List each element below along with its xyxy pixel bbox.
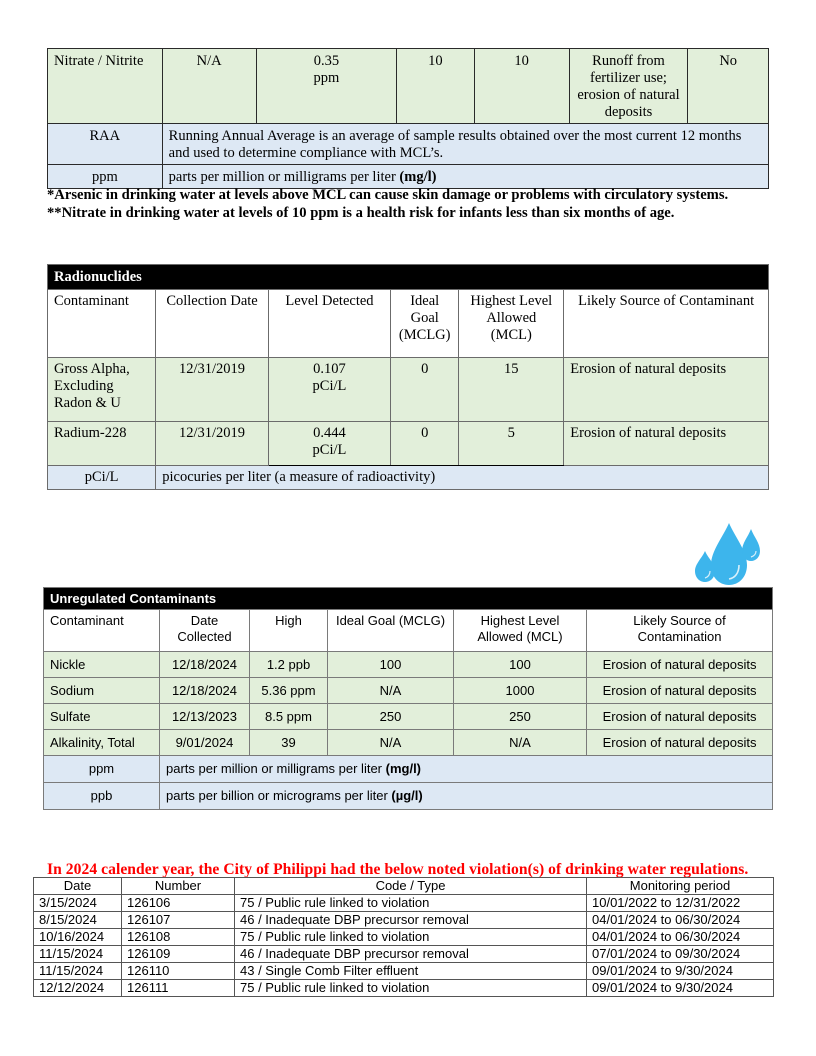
column-header: Highest Level Allowed (MCL) xyxy=(454,610,587,652)
period-cell: 04/01/2024 to 06/30/2024 xyxy=(587,912,774,929)
source-cell: Erosion of natural deposits xyxy=(564,358,769,422)
mcl-cell: 10 xyxy=(474,49,569,124)
mclg-cell: 100 xyxy=(328,652,454,678)
date-cell: 3/15/2024 xyxy=(34,895,122,912)
column-header: Likely Source of Contaminant xyxy=(564,290,769,358)
period-cell: 09/01/2024 to 9/30/2024 xyxy=(587,963,774,980)
number-cell: 126111 xyxy=(122,980,235,997)
contaminant-cell: Nitrate / Nitrite xyxy=(48,49,163,124)
code-cell: 75 / Public rule linked to violation xyxy=(235,980,587,997)
column-header: Ideal Goal (MCLG) xyxy=(391,290,459,358)
column-header: Level Detected xyxy=(268,290,390,358)
column-header: Number xyxy=(122,878,235,895)
column-header: Code / Type xyxy=(235,878,587,895)
table-row xyxy=(44,678,773,704)
column-header: Ideal Goal (MCLG) xyxy=(328,610,454,652)
mcl-cell: N/A xyxy=(454,730,587,756)
code-cell: 75 / Public rule linked to violation xyxy=(235,929,587,946)
contaminant-cell: Sodium xyxy=(44,678,160,704)
date-cell: 12/12/2024 xyxy=(34,980,122,997)
number-cell: 126108 xyxy=(122,929,235,946)
definition-row xyxy=(44,756,773,783)
number-cell: 126109 xyxy=(122,946,235,963)
date-cell: 11/15/2024 xyxy=(34,963,122,980)
mclg-cell: N/A xyxy=(328,678,454,704)
contaminant-cell: Gross Alpha, Excluding Radon & U xyxy=(48,358,156,422)
unregulated-contaminants-table xyxy=(43,587,773,810)
violations-title: In 2024 calender year, the City of Philippi had the below noted violation(s) of drinking water regulations. xyxy=(47,861,749,878)
date-cell: 12/13/2023 xyxy=(160,704,250,730)
date-cell: 8/15/2024 xyxy=(34,912,122,929)
header-row xyxy=(34,878,774,895)
table-row xyxy=(48,422,769,466)
contaminant-cell: Radium-228 xyxy=(48,422,156,466)
mclg-cell: 0 xyxy=(391,422,459,466)
table-row xyxy=(34,980,774,997)
definition-text: parts per million or milligrams per liter (mg/l) xyxy=(162,165,768,189)
mcl-cell: 15 xyxy=(459,358,564,422)
column-header: Contaminant xyxy=(44,610,160,652)
table-title-row xyxy=(44,588,773,610)
mcl-cell: 100 xyxy=(454,652,587,678)
mclg-cell: 250 xyxy=(328,704,454,730)
source-cell: Erosion of natural deposits xyxy=(564,422,769,466)
table-title: Radionuclides xyxy=(48,265,769,290)
water-drops-icon xyxy=(693,521,773,587)
contaminant-cell: Nickle xyxy=(44,652,160,678)
source-cell: Erosion of natural deposits xyxy=(587,678,773,704)
arsenic-note: *Arsenic in drinking water at levels above MCL can cause skin damage or problems with circulatory systems. xyxy=(47,187,729,203)
table-row xyxy=(44,704,773,730)
code-cell: 46 / Inadequate DBP precursor removal xyxy=(235,912,587,929)
code-cell: 46 / Inadequate DBP precursor removal xyxy=(235,946,587,963)
column-header: Highest Level Allowed (MCL) xyxy=(459,290,564,358)
table-row xyxy=(34,895,774,912)
period-cell: 07/01/2024 to 09/30/2024 xyxy=(587,946,774,963)
period-cell: 04/01/2024 to 06/30/2024 xyxy=(587,929,774,946)
mclg-cell: N/A xyxy=(328,730,454,756)
definition-term: ppm xyxy=(48,165,163,189)
violation-cell: No xyxy=(688,49,769,124)
likely-source-cell: Runoff from fertilizer use; erosion of natural deposits xyxy=(569,49,688,124)
column-header: Date xyxy=(34,878,122,895)
contaminant-cell: Sulfate xyxy=(44,704,160,730)
date-cell: 10/16/2024 xyxy=(34,929,122,946)
mclg-cell: 0 xyxy=(391,358,459,422)
date-cell: 11/15/2024 xyxy=(34,946,122,963)
date-cell: 12/31/2019 xyxy=(156,422,269,466)
high-cell: 1.2 ppb xyxy=(250,652,328,678)
definition-row xyxy=(44,783,773,810)
high-cell: 8.5 ppm xyxy=(250,704,328,730)
number-cell: 126106 xyxy=(122,895,235,912)
definition-term: RAA xyxy=(48,124,163,165)
definition-row xyxy=(48,466,769,490)
header-row xyxy=(48,290,769,358)
column-header: Likely Source of Contamination xyxy=(587,610,773,652)
table-row xyxy=(44,730,773,756)
mclg-cell: 10 xyxy=(397,49,474,124)
date-cell: 9/01/2024 xyxy=(160,730,250,756)
collection-date-cell: N/A xyxy=(162,49,256,124)
header-row xyxy=(44,610,773,652)
period-cell: 10/01/2022 to 12/31/2022 xyxy=(587,895,774,912)
column-header: Monitoring period xyxy=(587,878,774,895)
period-cell: 09/01/2024 to 9/30/2024 xyxy=(587,980,774,997)
source-cell: Erosion of natural deposits xyxy=(587,704,773,730)
nitrate-table xyxy=(47,48,769,189)
mcl-cell: 1000 xyxy=(454,678,587,704)
table-row xyxy=(44,652,773,678)
table-row xyxy=(48,49,769,124)
definition-text: Running Annual Average is an average of sample results obtained over the most current 12 months and used to determine compliance with MCL’s. xyxy=(162,124,768,165)
high-cell: 39 xyxy=(250,730,328,756)
source-cell: Erosion of natural deposits xyxy=(587,652,773,678)
table-row xyxy=(34,912,774,929)
date-cell: 12/18/2024 xyxy=(160,678,250,704)
code-cell: 43 / Single Comb Filter effluent xyxy=(235,963,587,980)
column-header: Contaminant xyxy=(48,290,156,358)
definition-text: parts per billion or micrograms per liter (µg/l) xyxy=(160,783,773,810)
date-cell: 12/31/2019 xyxy=(156,358,269,422)
definition-term: pCi/L xyxy=(48,466,156,490)
mcl-cell: 5 xyxy=(459,422,564,466)
table-row xyxy=(34,963,774,980)
definition-row xyxy=(48,165,769,189)
column-header: High xyxy=(250,610,328,652)
definition-text: picocuries per liter (a measure of radioactivity) xyxy=(156,466,769,490)
table-row xyxy=(48,358,769,422)
definition-term: ppb xyxy=(44,783,160,810)
definition-term: ppm xyxy=(44,756,160,783)
source-cell: Erosion of natural deposits xyxy=(587,730,773,756)
number-cell: 126107 xyxy=(122,912,235,929)
table-title-row xyxy=(48,265,769,290)
level-cell: 0.444 pCi/L xyxy=(268,422,390,466)
nitrate-note: **Nitrate in drinking water at levels of 10 ppm is a health risk for infants less than six months of age. xyxy=(47,205,675,221)
column-header: Date Collected xyxy=(160,610,250,652)
definition-row xyxy=(48,124,769,165)
table-row xyxy=(34,946,774,963)
radionuclides-table xyxy=(47,264,769,490)
date-cell: 12/18/2024 xyxy=(160,652,250,678)
table-row xyxy=(34,929,774,946)
violations-table xyxy=(33,877,774,997)
definition-text: parts per million or milligrams per liter (mg/l) xyxy=(160,756,773,783)
level-detected-cell: 0.35 ppm xyxy=(256,49,396,124)
code-cell: 75 / Public rule linked to violation xyxy=(235,895,587,912)
mcl-cell: 250 xyxy=(454,704,587,730)
high-cell: 5.36 ppm xyxy=(250,678,328,704)
table-title: Unregulated Contaminants xyxy=(44,588,773,610)
number-cell: 126110 xyxy=(122,963,235,980)
health-notes xyxy=(47,186,769,222)
contaminant-cell: Alkalinity, Total xyxy=(44,730,160,756)
level-cell: 0.107 pCi/L xyxy=(268,358,390,422)
column-header: Collection Date xyxy=(156,290,269,358)
